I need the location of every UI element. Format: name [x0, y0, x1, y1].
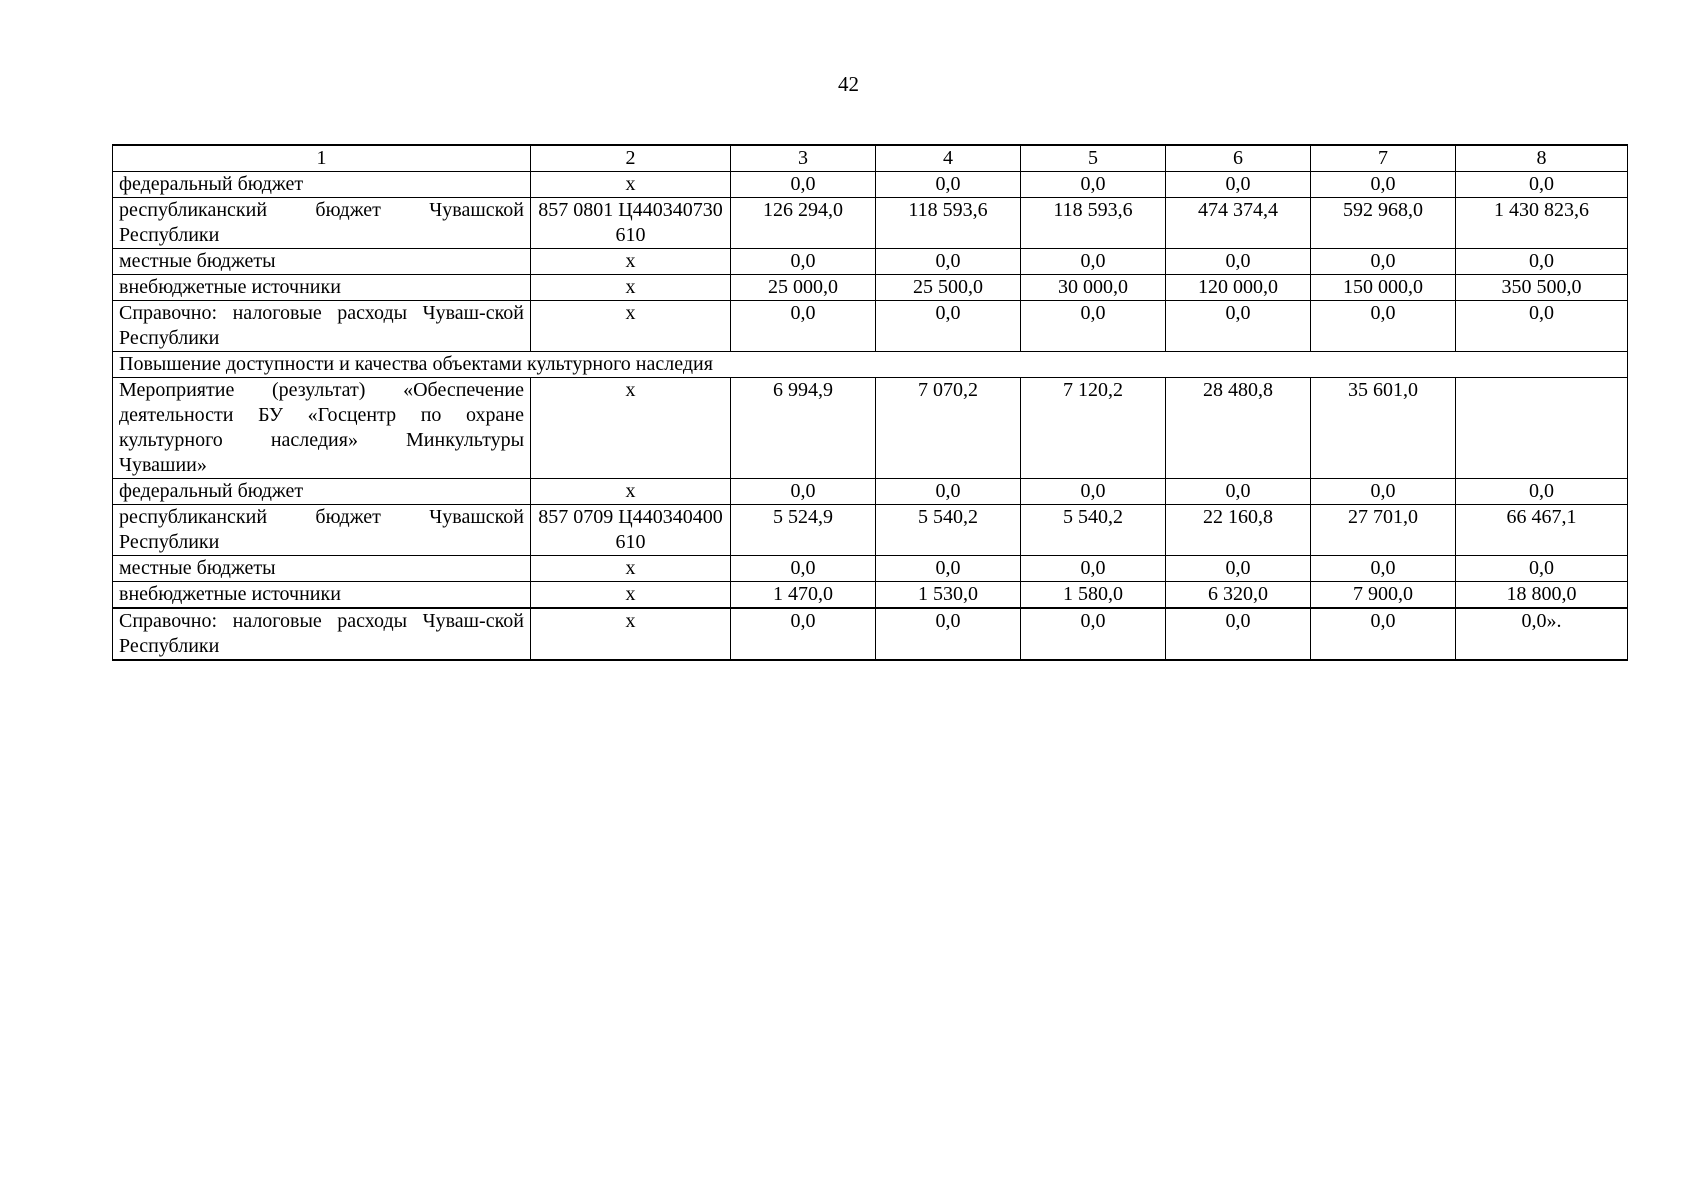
value-cell: 0,0: [731, 301, 876, 352]
value-cell: 0,0: [1166, 172, 1311, 198]
row-label: внебюджетные источники: [113, 275, 531, 301]
value-cell: [1456, 378, 1628, 479]
table-row: [113, 249, 1628, 275]
table-row: [113, 479, 1628, 505]
row-label: местные бюджеты: [113, 556, 531, 582]
value-cell: 0,0: [1456, 301, 1628, 352]
value-cell: 0,0: [1311, 608, 1456, 660]
row-label: республиканский бюджет Чувашской Республики: [113, 198, 531, 249]
table-row: [113, 505, 1628, 556]
value-cell: 0,0: [1166, 556, 1311, 582]
budget-code: х: [531, 301, 731, 352]
value-cell: 0,0: [1166, 301, 1311, 352]
header-cell: 4: [876, 145, 1021, 172]
table-header-row: [113, 145, 1628, 172]
budget-code: х: [531, 378, 731, 479]
value-cell: 0,0: [731, 249, 876, 275]
value-cell: 120 000,0: [1166, 275, 1311, 301]
value-cell: 0,0: [1311, 172, 1456, 198]
value-cell: 0,0: [1311, 301, 1456, 352]
value-cell: 7 070,2: [876, 378, 1021, 479]
value-cell: 0,0: [876, 479, 1021, 505]
value-cell: 0,0: [731, 608, 876, 660]
value-cell: 25 500,0: [876, 275, 1021, 301]
value-cell: 18 800,0: [1456, 582, 1628, 609]
value-cell: 150 000,0: [1311, 275, 1456, 301]
budget-code: х: [531, 172, 731, 198]
row-label: федеральный бюджет: [113, 172, 531, 198]
row-label: местные бюджеты: [113, 249, 531, 275]
page-number: 42: [838, 72, 859, 96]
value-cell: 0,0: [1311, 479, 1456, 505]
header-cell: 8: [1456, 145, 1628, 172]
header-cell: 7: [1311, 145, 1456, 172]
value-cell: 22 160,8: [1166, 505, 1311, 556]
header-cell: 5: [1021, 145, 1166, 172]
budget-code: х: [531, 556, 731, 582]
value-cell: 0,0: [1456, 479, 1628, 505]
value-cell: 118 593,6: [876, 198, 1021, 249]
value-cell: 1 530,0: [876, 582, 1021, 609]
value-cell: 0,0: [1021, 608, 1166, 660]
value-cell: 474 374,4: [1166, 198, 1311, 249]
value-cell: 0,0: [1021, 479, 1166, 505]
value-cell: 7 900,0: [1311, 582, 1456, 609]
budget-code: х: [531, 479, 731, 505]
value-cell: 7 120,2: [1021, 378, 1166, 479]
row-label: Справочно: налоговые расходы Чуваш-ской Республики: [113, 608, 531, 660]
value-cell: 0,0: [1021, 249, 1166, 275]
table-row: [113, 582, 1628, 609]
value-cell: 0,0: [1166, 249, 1311, 275]
row-label: республиканский бюджет Чувашской Республики: [113, 505, 531, 556]
budget-code: х: [531, 249, 731, 275]
value-cell: 350 500,0: [1456, 275, 1628, 301]
budget-code: х: [531, 275, 731, 301]
value-cell: 0,0: [1166, 608, 1311, 660]
value-cell: 0,0: [876, 249, 1021, 275]
value-cell: 0,0: [1456, 172, 1628, 198]
value-cell: 0,0: [1456, 556, 1628, 582]
table-row: [113, 275, 1628, 301]
value-cell: 5 540,2: [1021, 505, 1166, 556]
value-cell: 0,0: [1021, 556, 1166, 582]
budget-code: х: [531, 608, 731, 660]
header-cell: 2: [531, 145, 731, 172]
value-cell: 0,0: [876, 172, 1021, 198]
row-label: внебюджетные источники: [113, 582, 531, 609]
section-row: [113, 352, 1628, 378]
budget-code: х: [531, 582, 731, 609]
value-cell: 592 968,0: [1311, 198, 1456, 249]
value-cell: 25 000,0: [731, 275, 876, 301]
table-row: [113, 556, 1628, 582]
value-cell: 35 601,0: [1311, 378, 1456, 479]
row-label: Справочно: налоговые расходы Чуваш-ской Республики: [113, 301, 531, 352]
table-row: [113, 172, 1628, 198]
budget-table: [112, 144, 1628, 661]
value-cell: 6 320,0: [1166, 582, 1311, 609]
value-cell: 30 000,0: [1021, 275, 1166, 301]
budget-code: 857 0801 Ц440340730 610: [531, 198, 731, 249]
value-cell: 0,0: [1311, 556, 1456, 582]
section-title: Повышение доступности и качества объектами культурного наследия: [113, 352, 1628, 378]
row-label: федеральный бюджет: [113, 479, 531, 505]
value-cell: 0,0: [731, 479, 876, 505]
value-cell: 1 470,0: [731, 582, 876, 609]
table-row: [113, 378, 1628, 479]
header-cell: 3: [731, 145, 876, 172]
value-cell: 0,0: [1456, 249, 1628, 275]
value-cell: 0,0: [731, 172, 876, 198]
header-cell: 6: [1166, 145, 1311, 172]
value-cell: 0,0: [876, 608, 1021, 660]
value-cell: 118 593,6: [1021, 198, 1166, 249]
value-cell: 0,0: [876, 556, 1021, 582]
value-cell: 66 467,1: [1456, 505, 1628, 556]
value-cell: 0,0: [1021, 172, 1166, 198]
value-cell: 0,0: [731, 556, 876, 582]
table-row: [113, 198, 1628, 249]
value-cell: 1 430 823,6: [1456, 198, 1628, 249]
table-row: [113, 301, 1628, 352]
header-cell: 1: [113, 145, 531, 172]
value-cell: 0,0: [1021, 301, 1166, 352]
value-cell: 126 294,0: [731, 198, 876, 249]
value-cell: 1 580,0: [1021, 582, 1166, 609]
value-cell: 0,0: [1311, 249, 1456, 275]
row-label: Мероприятие (результат) «Обеспечение деятельности БУ «Госцентр по охране культурного наследия» Минкультуры Чувашии»: [113, 378, 531, 479]
value-cell: 0,0: [1166, 479, 1311, 505]
budget-code: 857 0709 Ц440340400 610: [531, 505, 731, 556]
value-cell: 6 994,9: [731, 378, 876, 479]
value-cell: 27 701,0: [1311, 505, 1456, 556]
value-cell: 0,0».: [1456, 608, 1628, 660]
value-cell: 5 524,9: [731, 505, 876, 556]
table-row: [113, 608, 1628, 660]
value-cell: 5 540,2: [876, 505, 1021, 556]
value-cell: 0,0: [876, 301, 1021, 352]
value-cell: 28 480,8: [1166, 378, 1311, 479]
